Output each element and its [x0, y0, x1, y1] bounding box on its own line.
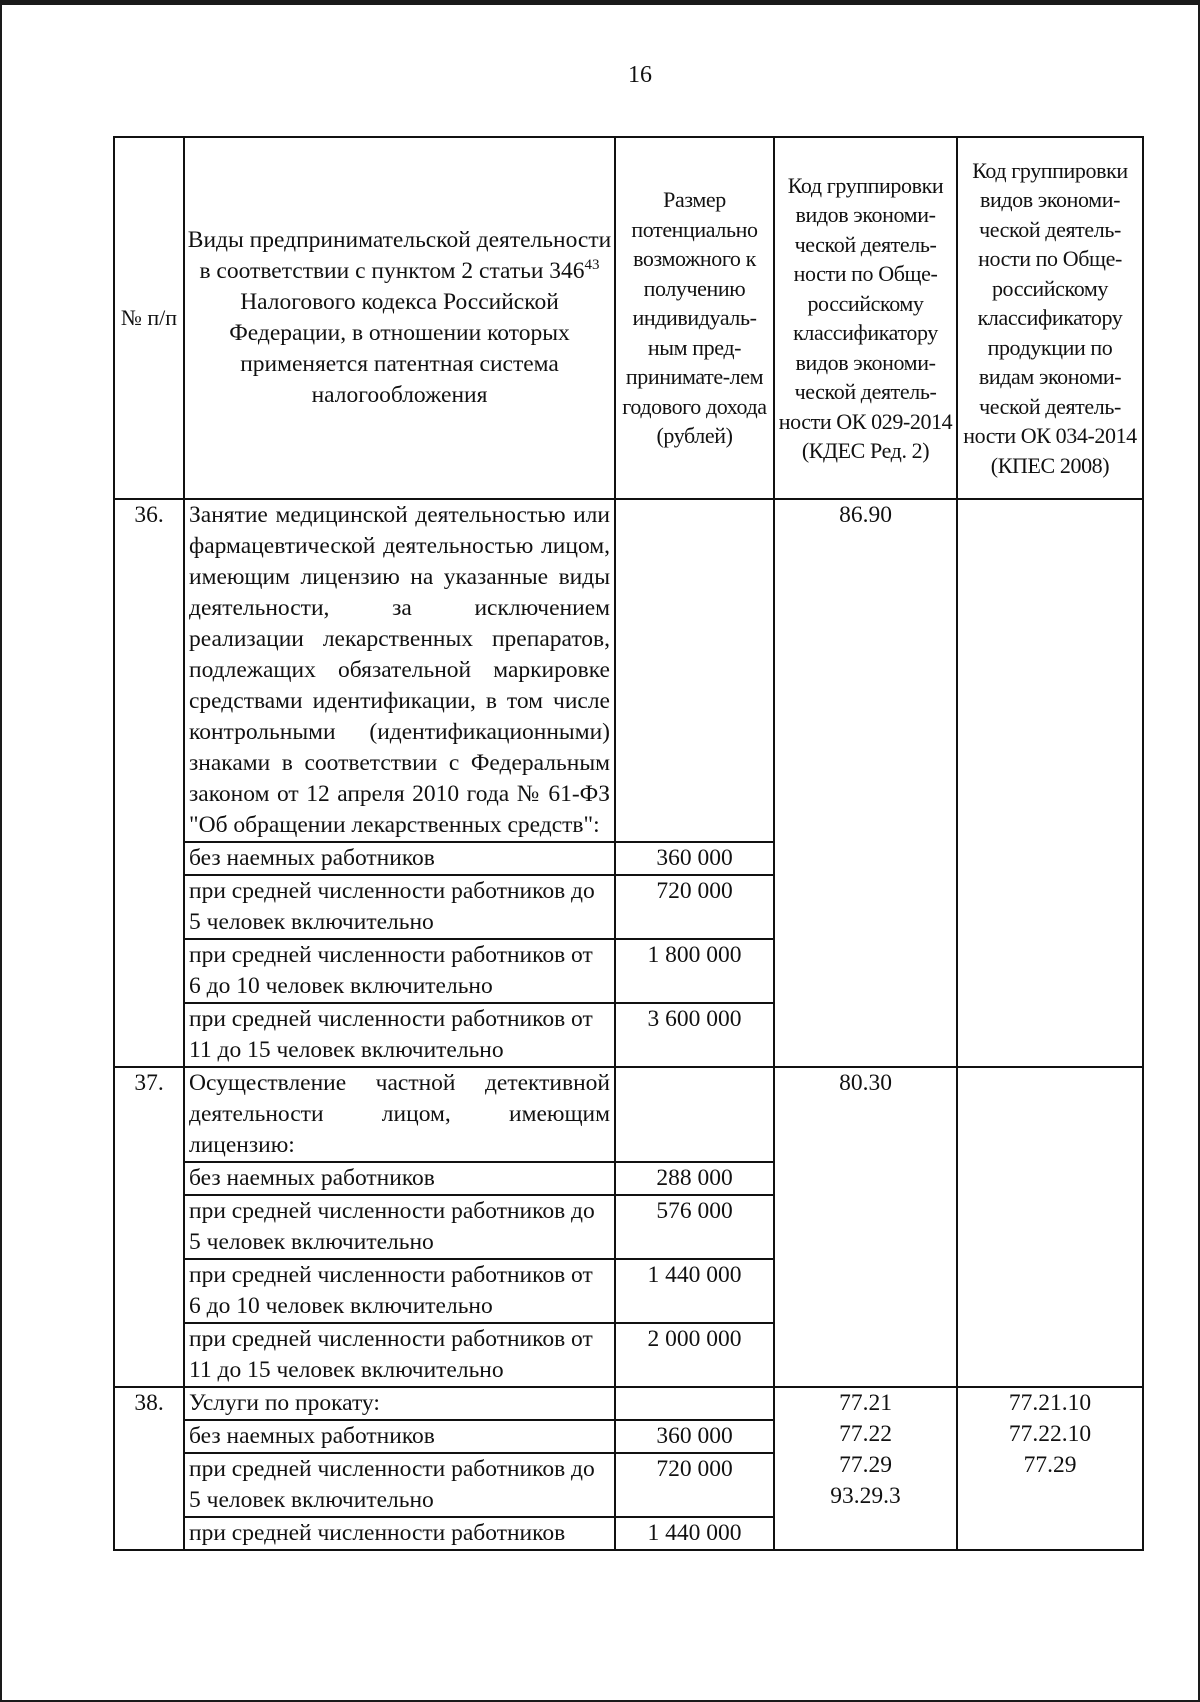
row-income-value: 576 000	[615, 1195, 774, 1259]
patent-activity-table	[113, 136, 1144, 1551]
row-label: при средней численности работников до 5 человек включительно	[184, 1195, 615, 1259]
okpd-code: 77.22.10	[1008, 1421, 1092, 1447]
header-income: Размер потенциально возможного к получению индивидуаль-ным пред-принимате-лем годового дохода (рублей)	[615, 137, 774, 499]
okpd-code: 77.29	[1023, 1452, 1077, 1478]
activity-title-value	[615, 1067, 774, 1162]
row-income-value: 2 000 000	[615, 1323, 774, 1387]
okved-code: 80.30	[839, 1070, 892, 1096]
header-activity-text: Виды предпринимательской деятельности в соответствии с пунктом 2 статьи 346	[187, 227, 612, 284]
row-label: без наемных работников	[184, 1420, 615, 1453]
row-number: 38.	[114, 1387, 184, 1550]
row-income-value: 288 000	[615, 1162, 774, 1195]
row-income-value: 720 000	[615, 1453, 774, 1517]
row-label: при средней численности работников от 6 до 10 человек включительно	[184, 1259, 615, 1323]
header-number: № п/п	[114, 137, 184, 499]
activity-title-value	[615, 1387, 774, 1420]
row-income-value: 360 000	[615, 1420, 774, 1453]
page-number: 16	[628, 62, 652, 88]
okved-codes	[774, 1067, 957, 1387]
row-income-value: 3 600 000	[615, 1003, 774, 1067]
okved-code: 77.22	[839, 1421, 892, 1447]
row-label: без наемных работников	[184, 1162, 615, 1195]
okpd-codes	[957, 1387, 1143, 1550]
row-number: 36.	[114, 499, 184, 1067]
activity-title: Услуги по прокату:	[184, 1387, 615, 1420]
row-income-value: 1 440 000	[615, 1259, 774, 1323]
okved-codes	[774, 499, 957, 1067]
row-label: при средней численности работников	[184, 1517, 615, 1550]
okved-code: 77.21	[839, 1390, 892, 1416]
okpd-codes	[957, 499, 1143, 1067]
row-label: при средней численности работников от 11 до 15 человек включительно	[184, 1003, 615, 1067]
activity-title: Осуществление частной детективной деятельности лицом, имеющим лицензию:	[184, 1067, 615, 1162]
table-row	[114, 1067, 1143, 1162]
okved-codes	[774, 1387, 957, 1550]
row-income-value: 720 000	[615, 875, 774, 939]
row-label: при средней численности работников от 6 до 10 человек включительно	[184, 939, 615, 1003]
header-activity	[184, 137, 615, 499]
header-activity-superscript: 43	[584, 257, 600, 274]
table-row	[114, 1387, 1143, 1420]
table-header-row	[114, 137, 1143, 499]
row-label: без наемных работников	[184, 842, 615, 875]
header-okpd: Код группировки видов экономи-ческой деятель-ности по Обще-российскому классификатору продукции по видам экономи-ческой деятель-ности ОК 034-2014 (КПЕС 2008)	[957, 137, 1143, 499]
scan-border-top	[0, 0, 1200, 5]
row-number: 37.	[114, 1067, 184, 1387]
activity-title: Занятие медицинской деятельностью или фармацевтической деятельностью лицом, имеющим лицензию на указанные виды деятельности, за исключением реализации лекарственных препаратов, подлежащих обязательной маркировке средствами идентификации, в том числе контрольными (идентификационными) знаками в соответствии с Федеральным законом от 12 апреля 2010 года № 61-ФЗ "Об обращении лекарственных средств":	[184, 499, 615, 842]
row-label: при средней численности работников до 5 человек включительно	[184, 875, 615, 939]
row-label: при средней численности работников от 11 до 15 человек включительно	[184, 1323, 615, 1387]
scan-border-left	[0, 0, 2, 1702]
header-activity-text-cont: Налогового кодекса Российской Федерации, в отношении которых применяется патентная система налогообложения	[229, 289, 570, 408]
okved-code: 86.90	[839, 502, 892, 528]
okved-code: 93.29.3	[830, 1483, 901, 1509]
activity-title-value	[615, 499, 774, 842]
row-label: при средней численности работников до 5 человек включительно	[184, 1453, 615, 1517]
row-income-value: 1 440 000	[615, 1517, 774, 1550]
table-row	[114, 499, 1143, 842]
okpd-codes	[957, 1067, 1143, 1387]
table-body	[114, 499, 1143, 1550]
okved-code: 77.29	[839, 1452, 892, 1478]
header-okved: Код группировки видов экономи-ческой деятель-ности по Обще-российскому классификатору видов экономи-ческой деятель-ности ОК 029-2014 (КДЕС Ред. 2)	[774, 137, 957, 499]
row-income-value: 1 800 000	[615, 939, 774, 1003]
okpd-code: 77.21.10	[1008, 1390, 1092, 1416]
row-income-value: 360 000	[615, 842, 774, 875]
